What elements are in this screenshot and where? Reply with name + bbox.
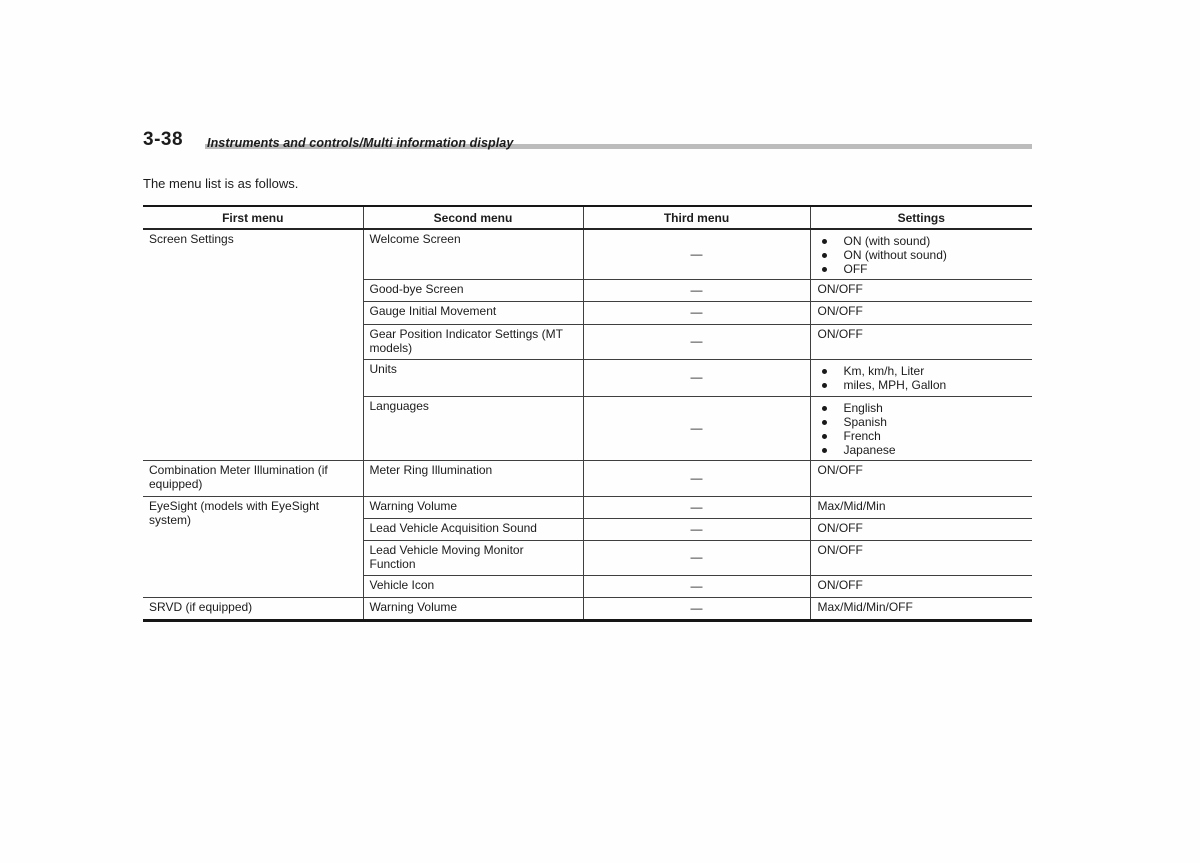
settings-option-label: miles, MPH, Gallon bbox=[843, 378, 947, 392]
cell-settings: ON/OFF bbox=[810, 325, 1032, 360]
settings-option-label: English bbox=[843, 401, 883, 415]
table-row bbox=[143, 229, 1032, 280]
bullet-icon bbox=[822, 434, 827, 439]
bullet-icon bbox=[822, 406, 827, 411]
cell-first-menu: SRVD (if equipped) bbox=[149, 600, 253, 614]
third-menu-dash: — bbox=[583, 497, 810, 519]
cell-second-menu: Lead Vehicle Moving Monitor Function bbox=[363, 541, 583, 576]
third-menu-dash: — bbox=[583, 598, 810, 621]
cell-settings: Max/Mid/Min bbox=[810, 497, 1032, 519]
third-menu-dash: — bbox=[583, 461, 810, 497]
settings-option-label: Japanese bbox=[843, 443, 896, 457]
third-menu-dash: — bbox=[583, 519, 810, 541]
settings-option-label: ON (without sound) bbox=[843, 248, 947, 262]
cell-second-menu: Gear Position Indicator Settings (MT models) bbox=[363, 325, 583, 360]
cell-second-menu: Welcome Screen bbox=[363, 229, 583, 280]
third-menu-dash: — bbox=[583, 229, 810, 280]
third-menu-dash: — bbox=[583, 541, 810, 576]
cell-settings: ON/OFF bbox=[810, 280, 1032, 302]
settings-options-list bbox=[818, 363, 1027, 392]
third-menu-dash: — bbox=[583, 397, 810, 461]
col-header-third-menu: Third menu bbox=[583, 206, 810, 229]
page-header bbox=[143, 128, 1032, 152]
third-menu-dash: — bbox=[583, 576, 810, 598]
col-header-second-menu: Second menu bbox=[363, 206, 583, 229]
bullet-icon bbox=[822, 448, 827, 453]
cell-settings: ON/OFF bbox=[810, 461, 1032, 497]
table-row bbox=[143, 598, 1032, 621]
intro-text: The menu list is as follows. bbox=[143, 176, 299, 191]
settings-option bbox=[818, 364, 1027, 378]
chapter-title: Instruments and controls/Multi information display bbox=[207, 136, 514, 150]
table-row bbox=[143, 461, 1032, 497]
settings-option bbox=[818, 415, 1027, 429]
settings-option bbox=[818, 401, 1027, 415]
cell-second-menu: Good-bye Screen bbox=[363, 280, 583, 302]
bullet-icon bbox=[822, 420, 827, 425]
third-menu-dash: — bbox=[583, 302, 810, 325]
cell-second-menu: Units bbox=[363, 360, 583, 397]
col-header-settings: Settings bbox=[810, 206, 1032, 229]
cell-settings: ON/OFF bbox=[810, 576, 1032, 598]
settings-option bbox=[818, 248, 1027, 262]
cell-settings: ON/OFF bbox=[810, 302, 1032, 325]
cell-second-menu: Meter Ring Illumination bbox=[363, 461, 583, 497]
cell-first-menu: EyeSight (models with EyeSight system) bbox=[149, 499, 320, 527]
bullet-icon bbox=[822, 253, 827, 258]
cell-second-menu: Gauge Initial Movement bbox=[363, 302, 583, 325]
settings-option bbox=[818, 443, 1027, 457]
table-header-row bbox=[143, 206, 1032, 229]
cell-settings bbox=[810, 397, 1032, 461]
settings-option-label: Km, km/h, Liter bbox=[843, 364, 925, 378]
cell-settings bbox=[810, 229, 1032, 280]
cell-settings bbox=[810, 360, 1032, 397]
cell-first-menu: Combination Meter Illumination (if equipped) bbox=[149, 463, 328, 491]
col-header-first-menu: First menu bbox=[222, 210, 284, 225]
cell-second-menu: Warning Volume bbox=[363, 497, 583, 519]
cell-second-menu: Vehicle Icon bbox=[363, 576, 583, 598]
settings-option-label: ON (with sound) bbox=[843, 234, 931, 248]
table-row bbox=[143, 497, 1032, 519]
third-menu-dash: — bbox=[583, 360, 810, 397]
settings-options-list bbox=[818, 400, 1027, 457]
settings-option bbox=[818, 262, 1027, 276]
cell-second-menu: Lead Vehicle Acquisition Sound bbox=[363, 519, 583, 541]
cell-second-menu: Warning Volume bbox=[363, 598, 583, 621]
bullet-icon bbox=[822, 267, 827, 272]
settings-option bbox=[818, 429, 1027, 443]
settings-option-label: Spanish bbox=[843, 415, 887, 429]
cell-settings: ON/OFF bbox=[810, 541, 1032, 576]
cell-settings: Max/Mid/Min/OFF bbox=[810, 598, 1032, 621]
third-menu-dash: — bbox=[583, 325, 810, 360]
settings-option bbox=[818, 234, 1027, 248]
page-number: 3-38 bbox=[143, 129, 184, 150]
cell-second-menu: Languages bbox=[363, 397, 583, 461]
menu-table bbox=[143, 205, 1032, 622]
bullet-icon bbox=[822, 239, 827, 244]
settings-option-label: OFF bbox=[843, 262, 868, 276]
settings-options-list bbox=[818, 233, 1027, 276]
settings-option-label: French bbox=[843, 429, 881, 443]
bullet-icon bbox=[822, 383, 827, 388]
settings-option bbox=[818, 378, 1027, 392]
cell-first-menu: Screen Settings bbox=[149, 232, 234, 246]
bullet-icon bbox=[822, 369, 827, 374]
third-menu-dash: — bbox=[583, 280, 810, 302]
cell-settings: ON/OFF bbox=[810, 519, 1032, 541]
